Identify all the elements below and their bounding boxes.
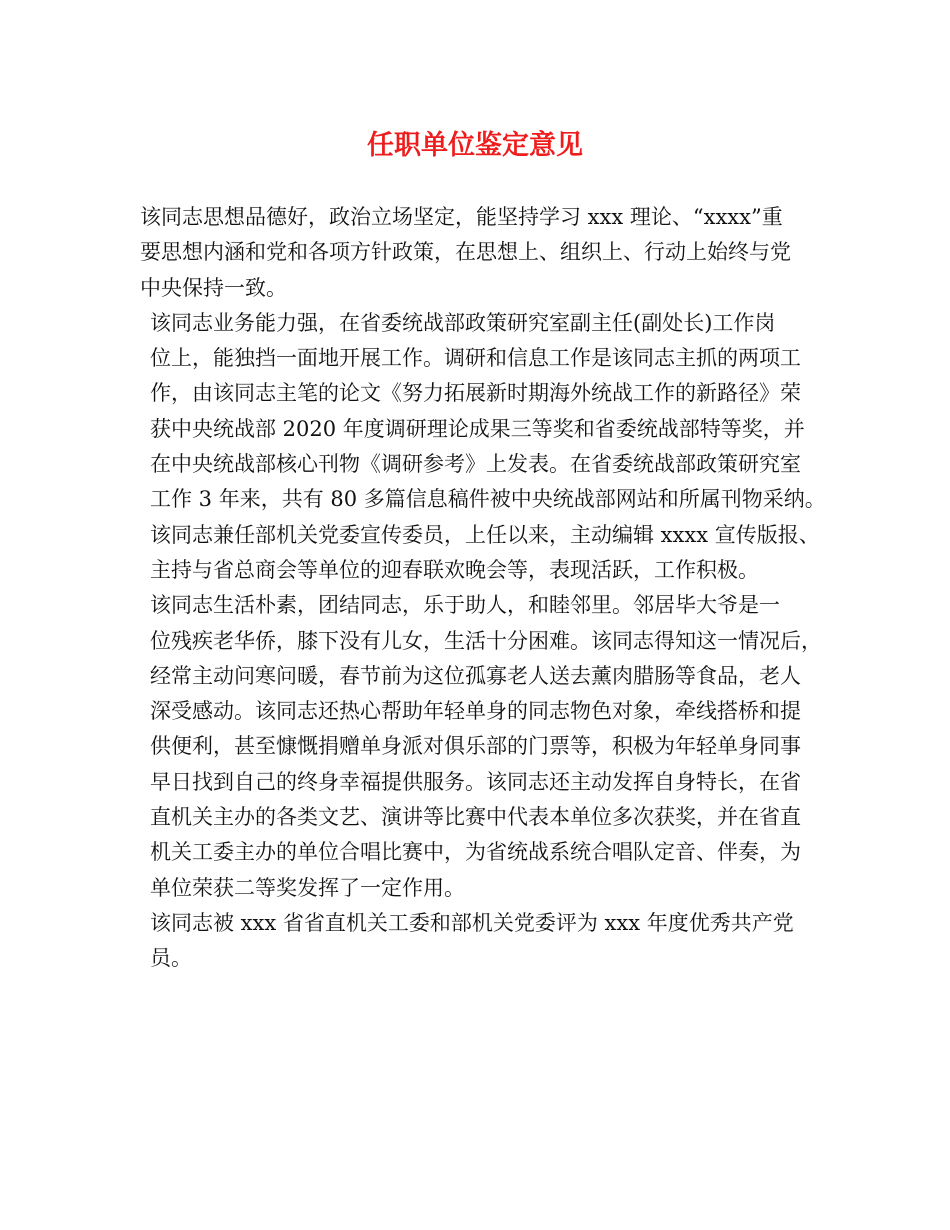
text-line: 该同志被 xxx 省省直机关工委和部机关党委评为 xxx 年度优秀共产党 — [150, 910, 794, 935]
paragraph-3 — [140, 588, 822, 906]
text-line: 获中央统战部 2020 年度调研理论成果三等奖和省委统战部特等奖，并 — [150, 416, 805, 441]
text-line: 早日找到自己的终身幸福提供服务。该同志还主动发挥自身特长，在省 — [150, 769, 801, 794]
text-line: 位上，能独挡一面地开展工作。调研和信息工作是该同志主抓的两项工 — [150, 346, 801, 371]
text-line: 该同志生活朴素，团结同志，乐于助人，和睦邻里。邻居毕大爷是一 — [150, 593, 780, 618]
text-line: 经常主动问寒问暖，春节前为这位孤寡老人送去薰肉腊肠等食品，老人 — [150, 663, 801, 688]
paragraph-2 — [140, 306, 826, 588]
text-line: 该同志业务能力强，在省委统战部政策研究室副主任(副处长)工作岗 — [150, 310, 776, 335]
text-line: 主持与省总商会等单位的迎春联欢晚会等，表现活跃，工作积极。 — [150, 557, 759, 582]
text-line: 该同志思想品德好，政治立场坚定，能坚持学习 xxx 理论、“xxxx”重 — [140, 205, 783, 229]
paragraph-4 — [140, 906, 816, 977]
paragraph-1 — [140, 200, 816, 306]
text-line: 位残疾老华侨，膝下没有儿女，生活十分困难。该同志得知这一情况后， — [150, 628, 822, 653]
text-line: 作，由该同志主笔的论文《努力拓展新时期海外统战工作的新路径》荣 — [150, 381, 801, 406]
text-line: 工作 3 年来，共有 80 多篇信息稿件被中央统战部网站和所属刊物采纳。 — [150, 487, 826, 512]
text-line: 单位荣获二等奖发挥了一定作用。 — [150, 875, 465, 900]
text-line: 在中央统战部核心刊物《调研参考》上发表。在省委统战部政策研究室 — [150, 452, 801, 477]
text-line: 机关工委主办的单位合唱比赛中，为省统战系统合唱队定音、伴奏，为 — [150, 840, 801, 865]
document-title: 任职单位鉴定意见 — [367, 130, 583, 161]
text-line: 该同志兼任部机关党委宣传委员，上任以来，主动编辑 xxxx 宣传版报、 — [150, 522, 820, 547]
text-line: 深受感动。该同志还热心帮助年轻单身的同志物色对象，牵线搭桥和提 — [150, 699, 801, 724]
document-body — [140, 200, 826, 977]
text-line: 供便利，甚至慷慨捐赠单身派对俱乐部的门票等，积极为年轻单身同事 — [150, 734, 801, 759]
text-line: 直机关主办的各类文艺、演讲等比赛中代表本单位多次获奖，并在省直 — [150, 805, 801, 830]
text-line: 要思想内涵和党和各项方针政策，在思想上、组织上、行动上始终与党 — [140, 240, 791, 265]
text-line: 员。 — [150, 946, 192, 971]
text-line: 中央保持一致。 — [140, 275, 287, 300]
